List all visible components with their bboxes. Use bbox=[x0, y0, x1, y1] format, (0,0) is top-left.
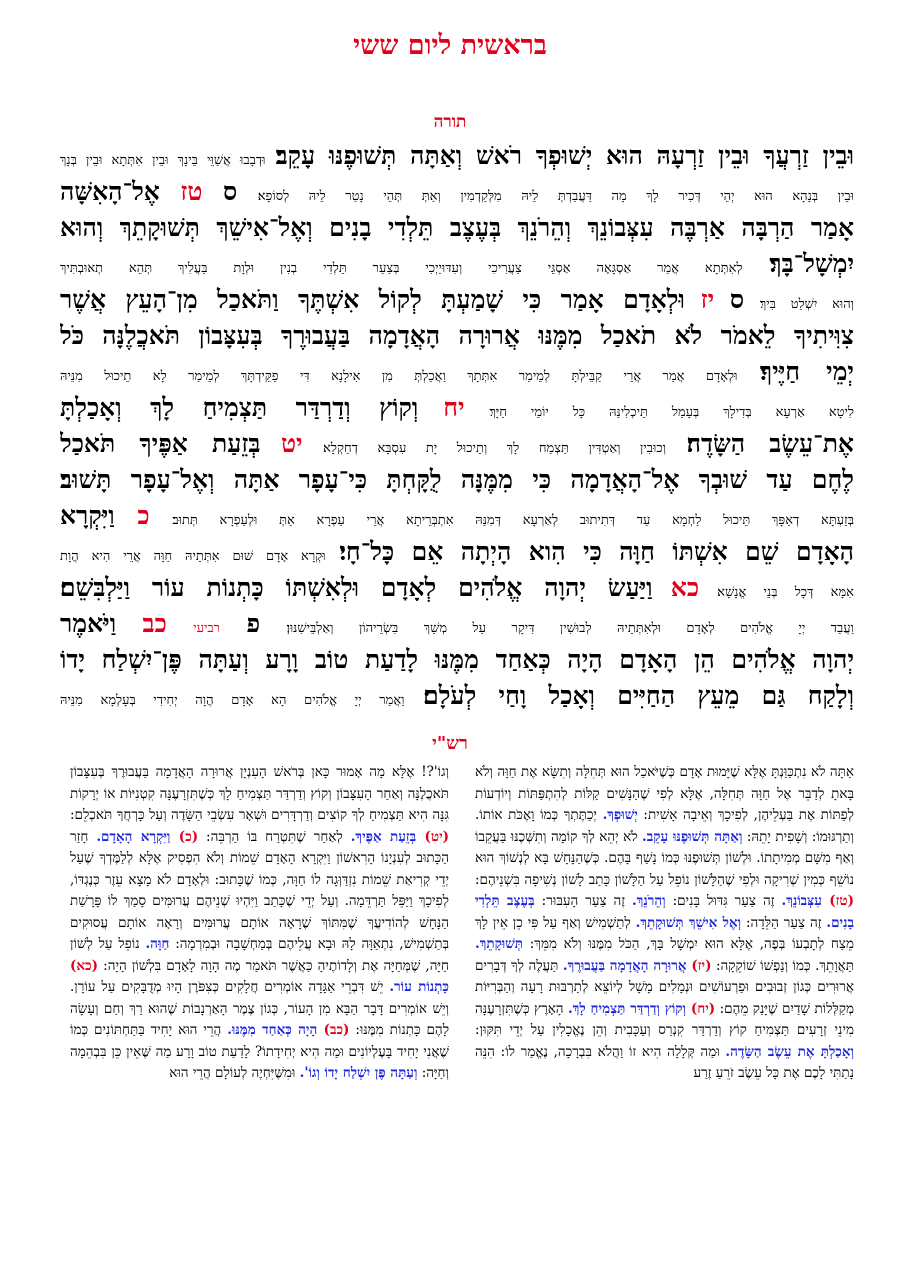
verse-text: לֶחֶם עַד שׁוּבְךָ אֶל־הָאֲדָמָה כִּי מִמֶּנָּה לֻקָּחְתָּ כִּי־עָפָר אַתָּה וְאֶל־עָפָר תָּשׁוּב׃ bbox=[60, 465, 854, 494]
verse-text: וּלְאָדָם אָמַר כִּי שָׁמַעְתָּ לְקוֹל אִשְׁתֶּךָ וַתֹּאכַל מִן־הָעֵץ אֲשֶׁר bbox=[60, 285, 685, 314]
torah-line bbox=[60, 138, 854, 174]
rashi-headword: יְשׁוּפְךָ. bbox=[602, 807, 638, 823]
targum-text: וּלְאָדָם אֲמַר אֲרֵי קַבֵּילְתָּ לְמֵימַר אִתְּתָךְ וַאֲכַלְתְּ מִן אִילָנָא דִּי פַקֵּידְתָּךְ לְמֵימַר לָא תֵיכוּל מִנֵּיהּ bbox=[60, 369, 738, 384]
verse-text: וַיֹּאמֶר bbox=[60, 609, 117, 638]
verse-text: וְלָקַח גַּם מֵעֵץ הַחַיִּים וְאָכַל וָחַי לְעֹלָם׃ bbox=[423, 681, 854, 710]
targum-text: לְאִתְּתָא אֲמַר אַסְגָּאָה אַסְגֵּי צַעֲרִיכִי וְעִדּוּיַיְכִי בְּצַעַר תֵּלְדִי בְנִין וּלְוָת בַּעֲלִיךְ תְּהֵא תְאוּבְתִּיךְ bbox=[60, 261, 743, 276]
verse-number: כ bbox=[137, 501, 150, 530]
rashi-headword: בְּזֵעַת אַפֶּיךָ. bbox=[350, 828, 425, 845]
rashi-headword: אֲרוּרָה הָאֲדָמָה בַּעֲבוּרֶךָ. bbox=[562, 957, 692, 974]
torah-line bbox=[60, 210, 854, 246]
torah-line bbox=[60, 318, 854, 354]
rashi-headword: וְאֶל אִישֵׁךְ תְּשׁוּקָתֵךְ. bbox=[635, 914, 742, 931]
verse-number: יז bbox=[700, 285, 715, 314]
targum-text: אִמָּא דְּכָל בְּנֵי אֱנָשָׁא׃ bbox=[717, 585, 854, 600]
rashi-verse-ref: (יט) bbox=[424, 828, 449, 845]
rashi-text: יֵשׁ דִּבְרֵי אַגָּדָה אוֹמְרִים חֲלָקִים כְּצִפֹּרֶן הָיוּ מְדֻבָּקִים עַל עוֹרָן. וְיֵשׁ אוֹמְרִים דָּבָר הַבָּא מִן הָעוֹר, כְּגוֹן צֶמֶר הָאַרְנָבוֹת שֶׁהוּא רַךְ וְחַם וְעָשָׂה לָהֶם כָּתְנוֹת מִמֶּנּוּ: bbox=[70, 979, 449, 1038]
verse-number: יט bbox=[280, 429, 303, 458]
verse-text: אָמַר הַרְבָּה אַרְבֶּה עִצְּבוֹנֵךְ וְהֵרֹנֵךְ בְּעֶצֶב תֵּלְדִי בָנִים וְאֶל־אִישֵׁךְ תְּשׁוּקָתֵךְ וְהוּא bbox=[60, 213, 854, 242]
rashi-headword: תְּשׁוּקָתֵךְ. bbox=[475, 936, 524, 952]
rashi-column-right bbox=[475, 762, 854, 1262]
verse-number: טז bbox=[180, 177, 203, 206]
verse-text: יְמֵי חַיֶּיךָ׃ bbox=[759, 357, 854, 386]
rashi-verse-ref: (יח) bbox=[690, 1000, 716, 1017]
torah-text bbox=[60, 138, 854, 714]
rashi-headword: וְקוֹץ וְדַרְדַּר תַּצְמִיחַ לָךְ. bbox=[568, 1000, 691, 1017]
aliyah-label: רביעי bbox=[193, 621, 221, 636]
rashi-headword: בְּעֶצֶב תֵּלְדִי בָנִים. bbox=[475, 893, 854, 931]
rashi-headword: עִצְּבוֹנֵךְ. bbox=[781, 893, 830, 909]
targum-text: וּבֵין בְּנָהָא הוּא יְהֵי דְּכִיר לָךְ מָה דַּעֲבַדְתְּ לֵיהּ מִלְּקַדְמִין וְאַתְּ תְּהֵי נָטַר לֵיהּ לְסוֹפָא׃ bbox=[257, 189, 854, 204]
rashi-text: יְכַתֶּתְךָ כְּמוֹ וָאֶכֹּת אוֹתוֹ. וְתַרְגּוּמוֹ: וְשָׁפִית יָתֵהּ: bbox=[475, 807, 854, 845]
rashi-headword: כָּתְנוֹת עוֹר. bbox=[389, 979, 449, 995]
targum-text: בְּזֵעְתָּא דְאַפָּךְ תֵּיכוּל לַחְמָא עַד דְּתִיתוּב לְאַרְעָא דְּמִנַּהּ אִתְבְּרֵיתָא אֲרֵי עַפְרָא אַתְּ וּלְעַפְרָא תְּתוּב׃ bbox=[172, 513, 854, 528]
verse-text: צִוִּיתִיךָ לֵאמֹר לֹא תֹאכַל מִמֶּנּוּ אֲרוּרָה הָאֲדָמָה בַּעֲבוּרֶךָ בְּעִצָּבוֹן תֹּאכֲלֶנָּה כֹּל bbox=[60, 321, 854, 350]
torah-line bbox=[60, 642, 854, 678]
verse-text: אֶת־עֵשֶׂב הַשָּׂדֶה׃ bbox=[686, 429, 854, 458]
rashi-commentary bbox=[70, 762, 854, 1262]
targum-text: וּדְבָבוּ אֲשַׁוֵּי בֵּינָךְ וּבֵין אִתְּתָא וּבֵין בְּנָךְ bbox=[60, 153, 266, 168]
torah-line bbox=[60, 246, 854, 282]
setuma-mark: ס bbox=[222, 177, 238, 206]
targum-text: וְכוּבִין וְאַטְדִּין תַּצְמַח לָךְ וְתֵיכוּל יָת עִסְבָּא דְחַקְלָא׃ bbox=[323, 441, 667, 456]
rashi-text: וּמִשֶּׁיִּחְיֶה לְעוֹלָם הֲרֵי הוּא bbox=[169, 1065, 300, 1081]
rashi-headword: הָיָה כְּאַחַד מִמֶּנּוּ. bbox=[227, 1022, 324, 1038]
rashi-headword: וְהֵרֹנֵךְ. bbox=[632, 893, 666, 909]
rashi-text: הָאָרֶץ כְּשֶׁתִּזְרָעֶנָּה מִינֵי זְרָעִים תַּצְמִיחַ קוֹץ וְדַרְדַּר קִנְרַס וְעַכָּבִית וְהֵן נֶאֱכָלִין עַל יְדֵי תִּקּוּן: bbox=[475, 1000, 854, 1038]
verse-text: וַיִּקְרָא bbox=[60, 501, 115, 530]
verse-number: יח bbox=[443, 393, 465, 422]
torah-line bbox=[60, 678, 854, 714]
rashi-text: חָזַר הַכָּתוּב לְעִנְיָנוֹ הָרִאשׁוֹן וַיִּקְרָא הָאָדָם שֵׁמוֹת וְלֹא הִפְסִיק אֶלָּא לְלַמֶּדְךָ שֶׁעַל יְדֵי קְרִיאַת שֵׁמוֹת נִזְדַּוְּגָה לוֹ חַוָּה, כְּמוֹ שֶׁכָּתוּב: וּלְאָדָם לֹא מָצָא עֵזֶר כְּנֶגְדּוֹ, לְפִיכָךְ וַיַּפֵּל תַּרְדֵּמָה. וְעַל יְדֵי שֶׁכָּתַב וַיִּהְיוּ שְׁנֵיהֶם עֲרוּמִּים סָמַךְ לוֹ פָּרָשַׁת הַנָּחָשׁ לְהוֹדִיעֲךָ שֶׁמִּתּוֹךְ שֶׁרָאָה אוֹתָם עֲרוּמִּים וְרָאָה אוֹתָם עֲסוּקִים בְּתַשְׁמִישׁ, נִתְאַוָּה לָהּ וּבָא עֲלֵיהֶם בְּמַחְשָׁבָה וּבְמִרְמָה: bbox=[70, 828, 449, 952]
rashi-text: לְתַשְׁמִישׁ וְאַף עַל פִּי כֵן אֵין לָךְ מֵצַח לְתָבְעוֹ בְּפֶה, אֶלָּא הוּא יִמְשָׁל בָּךְ, הַכֹּל מִמֶּנּוּ וְלֹא מִמֵּךְ: bbox=[475, 914, 854, 952]
rashi-text: זֶה צַעַר גִּדּוּל בָּנִים: bbox=[665, 893, 782, 909]
rashi-text: אַתָּה לֹא נִתְכַּוַּנְתָּ אֶלָּא שֶׁיָּמוּת אָדָם כְּשֶׁיֹּאכַל הוּא תְּחִלָּה וְתִשָּׂא אֶת חַוָּה וְלֹא בָּאתָ לְדַבֵּר אֶל חַוָּה תְּחִלָּה, אֶלָּא לְפִי שֶׁהַנָּשִׁים קַלּוֹת לְהִתְפַּתּוֹת וְיוֹדְעוֹת לְפַתּוֹת אֶת בַּעְלֵיהֶן, לְפִיכָךְ וְאֵיבָה אָשִׁית: bbox=[475, 764, 854, 823]
rashi-headword: וְאַתָּה תְּשׁוּפֶנּוּ עָקֵב. bbox=[642, 828, 743, 845]
torah-line bbox=[60, 282, 854, 318]
torah-line bbox=[60, 174, 854, 210]
torah-line bbox=[60, 606, 854, 642]
rashi-headword: וְאָכַלְתָּ אֶת עֵשֶׂב הַשָּׂדֶה. bbox=[725, 1043, 854, 1060]
rashi-text: הֲרֵי הוּא יָחִיד בַּתַּחְתּוֹנִים כְּמוֹ שֶׁאֲנִי יָחִיד בָּעֶלְיוֹנִים וּמַה הִיא יְחִידָתוֹ? לָדַעַת טוֹב וָרָע מַה שֶּׁאֵין כֵּן בִּבְהֵמָה וְחַיָּה: bbox=[70, 1022, 449, 1081]
rashi-text: תַּעֲלֶה לְךָ דְּבָרִים אֲרוּרִים כְּגוֹן זְבוּבִים וּפַרְעוֹשִׁים וּנְמָלִים מָשָׁל לְיוֹצֵא לְתַרְבּוּת רָעָה וְהַבְּרִיּוֹת מְקַלְּלוֹת שָׁדַיִם שֶׁיָּנַק מֵהֶם: bbox=[475, 957, 854, 1017]
rashi-verse-ref: (כא) bbox=[70, 957, 99, 974]
rashi-verse-ref: (טז) bbox=[829, 893, 854, 909]
rashi-text: תַּאֲוָתֵךְ. כְּמוֹ וְנַפְשׁוֹ שׁוֹקֵקָה: bbox=[711, 957, 854, 974]
targum-text: וַעֲבַד יְיָ אֱלֹהִים לְאָדָם וּלְאִתְּתֵיהּ לְבוּשִׁין דִּיקָר עַל מְשַׁךְ בִּשְׂרֵיהוֹן וְאַלְבֵּישִׁנּוּן׃ bbox=[286, 621, 854, 636]
torah-line bbox=[60, 426, 854, 462]
targum-text: וּקְרָא אָדָם שׁוּם אִתְּתֵיהּ חַוָּה אֲרֵי הִיא הֲוָת bbox=[60, 549, 326, 564]
torah-line bbox=[60, 498, 854, 534]
rashi-headword: חַוָּה. bbox=[145, 936, 170, 952]
targum-text: לִיטָא אַרְעָא בְּדִילָךְ בְּעָמַל תֵּיכְלִינַּהּ כָּל יוֹמֵי חַיָּךְ׃ bbox=[489, 405, 854, 420]
rashi-text: נוֹפֵל עַל לְשׁוֹן חַיָּה, שֶׁמְּחַיָּה אֶת וְלָדוֹתֶיהָ כַּאֲשֶׁר תֹּאמַר מֶה הָוָה לָאָדָם בִּלְשׁוֹן הָיָה: bbox=[70, 936, 449, 974]
page-title: בראשית ליום ששי bbox=[353, 30, 547, 61]
torah-line bbox=[60, 462, 854, 498]
rashi-text: זֶה צַעַר הָעִבּוּר: bbox=[534, 893, 633, 909]
torah-line bbox=[60, 390, 854, 426]
rashi-verse-ref: (יז) bbox=[691, 957, 712, 974]
verse-text: הָאָדָם שֵׁם אִשְׁתּוֹ חַוָּה כִּי הִוא הָיְתָה אֵם כָּל־חָי׃ bbox=[339, 537, 854, 566]
rashi-text: לְאַחַר שֶׁתִּטְרַח בּוֹ הַרְבֵּה: bbox=[198, 828, 351, 845]
rashi-verse-ref: (כ) bbox=[178, 828, 199, 845]
rashi-text: וְגוֹ'?! אֶלָּא מָה אָמוּר כָּאן בְּרֹאשׁ הָעִנְיָן אֲרוּרָה הָאֲדָמָה בַּעֲבוּרֶךָ בְּעִצָּבוֹן תֹּאכֲלֶנָּה וְאַחַר הָעִצָּבוֹן וְקוֹץ וְדַרְדַּר תַּצְמִיחַ לָךְ כְּשֶׁתִּזְרָעֶנָּה קִטְנִיּוֹת אוֹ יְרָקוֹת גִּנָּה הִיא תַּצְמִיחַ לְךָ קוֹצִים וְדַרְדָּרִים וּשְׁאָר עִשְׂבֵי הַשָּׂדֶה וְעַל כָּרְחֲךָ תֹּאכְלֵם: bbox=[70, 764, 449, 823]
rashi-column-left bbox=[70, 762, 449, 1262]
verse-text: וַיַּעַשׂ יְהוָה אֱלֹהִים לְאָדָם וּלְאִשְׁתּוֹ כָּתְנוֹת עוֹר וַיַּלְבִּשֵׁם׃ bbox=[60, 573, 653, 602]
targum-text: וְהוּא יִשְׁלַט בִּיךְ׃ bbox=[759, 297, 854, 312]
torah-section-title: תורה bbox=[433, 112, 467, 132]
verse-text: אֶל־הָאִשָּׁה bbox=[60, 177, 160, 206]
rashi-text: וּמַה קְּלָלָה הִיא זוֹ וַהֲלֹא בִּבְרָכָה, נֶאֱמַר לוֹ: הִנֵּה נָתַתִּי לָכֶם אֶת כָּל עֵשֶׂב זֹרֵעַ זֶרַע bbox=[475, 1043, 854, 1081]
verse-number: כב bbox=[142, 609, 167, 638]
rashi-headword: וַיִּקְרָא הָאָדָם. bbox=[96, 828, 179, 845]
torah-line bbox=[60, 570, 854, 606]
torah-line bbox=[60, 534, 854, 570]
rashi-verse-ref: (כב) bbox=[323, 1022, 350, 1038]
targum-text: וַאֲמַר יְיָ אֱלֹהִים הָא אָדָם הֲוָה יְחִידִי בְּעָלְמָא מִנֵּיהּ bbox=[60, 693, 405, 708]
verse-text: וּבֵין זַרְעֲךָ וּבֵין זַרְעָהּ הוּא יְשׁוּפְךָ רֹאשׁ וְאַתָּה תְּשׁוּפֶנּוּ עָקֵב׃ bbox=[275, 141, 854, 170]
verse-text: יְהוָה אֱלֹהִים הֵן הָאָדָם הָיָה כְּאַחַד מִמֶּנּוּ לָדַעַת טוֹב וָרָע וְעַתָּה פֶּן־יִשְׁלַח יָדוֹ bbox=[60, 645, 854, 674]
rashi-headword: וְעַתָּה פֶּן יִשְׁלַח יָדוֹ וְגוֹ'. bbox=[299, 1065, 418, 1081]
torah-line bbox=[60, 354, 854, 390]
verse-text: בְּזֵעַת אַפֶּיךָ תֹּאכַל bbox=[60, 429, 261, 458]
rashi-text: לֹא יְהֵא לְךָ קוֹמָה וְתִשְּׁכֶנּוּ בַּעֲקֵבוֹ וְאַף מִשָּׁם מְמִיתָתוֹ. וּלְשׁוֹן תְּשׁוּפֶנּוּ כְּמוֹ נָשַׁף בָּהֶם. כְּשֶׁהַנָּחָשׁ בָּא לְנְשׁוֹךְ הוּא נוֹשֵׁף כְּמִין שְׁרִיקָה וּלְפִי שֶׁהַלָּשׁוֹן נוֹפֵל עַל הַלָּשׁוֹן כָּתַב לָשׁוֹן נְשִׁיפָה בִּשְׁנֵיהֶם: bbox=[475, 828, 854, 888]
verse-number: כא bbox=[670, 573, 700, 602]
verse-text: יִמְשָׁל־בָּךְ׃ bbox=[769, 249, 854, 278]
verse-text: וְקוֹץ וְדַרְדַּר תַּצְמִיחַ לָךְ וְאָכַלְתָּ bbox=[60, 393, 419, 422]
rashi-text: זֶה צַעַר הַלֵּדָה: bbox=[741, 914, 827, 931]
petucha-mark: פ bbox=[246, 609, 261, 638]
rashi-section-title: רש"י bbox=[432, 733, 468, 754]
setuma-mark: ס bbox=[729, 285, 745, 314]
